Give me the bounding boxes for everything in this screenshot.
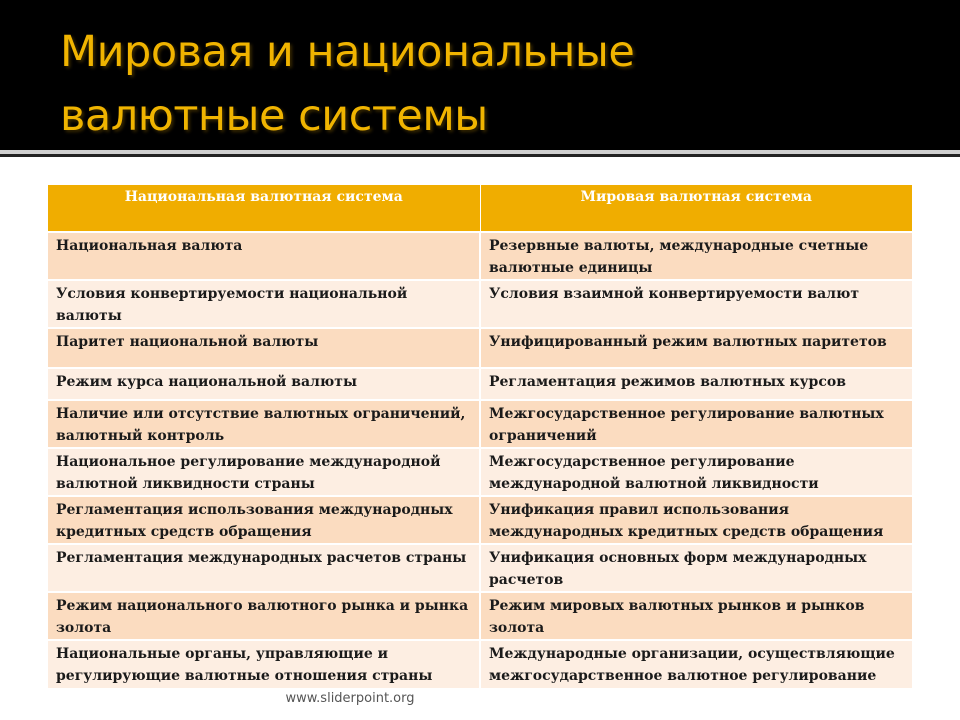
table-row — [48, 544, 912, 592]
slide-title — [60, 20, 920, 148]
cell-national: Наличие или отсутствие валютных ограничений, валютный контроль — [48, 400, 480, 448]
cell-world: Унификация правил использования международных кредитных средств обращения — [480, 496, 912, 544]
cell-national: Национальные органы, управляющие и регулирующие валютные отношения страны — [48, 640, 480, 688]
table-row — [48, 232, 912, 280]
cell-national: Регламентация использования международных кредитных средств обращения — [48, 496, 480, 544]
cell-world: Условия взаимной конвертируемости валют — [480, 280, 912, 328]
cell-world: Унифицированный режим валютных паритетов — [480, 328, 912, 368]
footer-url: www.sliderpoint.org — [285, 691, 415, 706]
header-national: Национальная валютная система — [48, 185, 480, 232]
cell-national: Режим национального валютного рынка и рынка золота — [48, 592, 480, 640]
slide-title-line-2: валютные системы — [60, 91, 488, 141]
header-world: Мировая валютная система — [480, 185, 912, 232]
cell-national: Национальная валюта — [48, 232, 480, 280]
table-row — [48, 496, 912, 544]
cell-world: Режим мировых валютных рынков и рынков золота — [480, 592, 912, 640]
cell-national: Национальное регулирование международной валютной ликвидности страны — [48, 448, 480, 496]
cell-world: Резервные валюты, международные счетные валютные единицы — [480, 232, 912, 280]
table-header-row — [48, 185, 912, 232]
cell-world: Международные организации, осуществляющие межгосударственное валютное регулирование — [480, 640, 912, 688]
table-row — [48, 280, 912, 328]
comparison-table — [48, 185, 912, 688]
cell-national: Регламентация международных расчетов страны — [48, 544, 480, 592]
table-row — [48, 368, 912, 400]
table-row — [48, 640, 912, 688]
table-row — [48, 592, 912, 640]
table-row — [48, 400, 912, 448]
cell-world: Межгосударственное регулирование валютных ограничений — [480, 400, 912, 448]
cell-world: Межгосударственное регулирование международной валютной ликвидности — [480, 448, 912, 496]
title-band — [0, 0, 960, 150]
table-row — [48, 448, 912, 496]
cell-national: Условия конвертируемости национальной валюты — [48, 280, 480, 328]
cell-national: Режим курса национальной валюты — [48, 368, 480, 400]
table-row — [48, 328, 912, 368]
cell-world: Унификация основных форм международных расчетов — [480, 544, 912, 592]
cell-world: Регламентация режимов валютных курсов — [480, 368, 912, 400]
cell-national: Паритет национальной валюты — [48, 328, 480, 368]
title-divider-dark — [0, 154, 960, 157]
slide-title-line-1: Мировая и национальные — [60, 27, 635, 77]
